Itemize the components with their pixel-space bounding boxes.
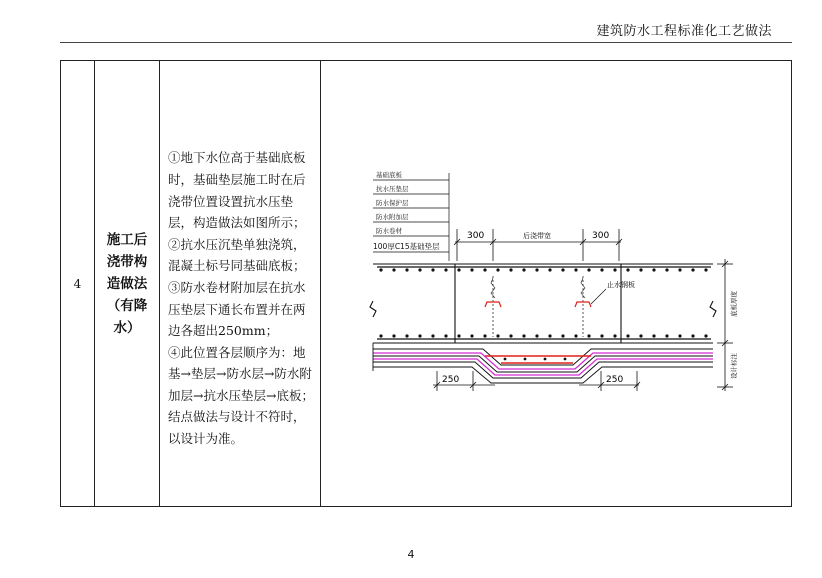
- rebar-dot: [444, 334, 447, 337]
- top-rebar: [377, 267, 711, 272]
- rebar-dot: [509, 268, 512, 271]
- rebar-dot: [431, 334, 434, 337]
- rebar-dot: [574, 334, 577, 337]
- rebar-dot: [613, 268, 616, 271]
- rebar-dot: [587, 334, 590, 337]
- dimension-pour-strip-width: 后浇带宽: [523, 232, 551, 240]
- rebar-dot: [522, 268, 525, 271]
- row-name-cell: [95, 61, 160, 507]
- rebar-dot: [665, 268, 668, 271]
- rebar-dot: [652, 334, 655, 337]
- rebar-dot: [405, 268, 408, 271]
- rebar-dot: [483, 334, 486, 337]
- rebar-dot: [639, 334, 642, 337]
- description-item: ②抗水压沉垫单独浇筑，混凝土标号同基础底板；: [168, 236, 306, 274]
- rebar-dot: [457, 334, 460, 337]
- rebar-dot: [535, 268, 538, 271]
- rebar-dot: [418, 268, 421, 271]
- layer-label: 基础底板: [376, 171, 402, 179]
- rebar-dot: [561, 268, 564, 271]
- rebar-dot: [418, 334, 421, 337]
- row-description-cell: [160, 61, 321, 507]
- rebar-dot: [379, 334, 382, 337]
- rebar-dot: [691, 334, 694, 337]
- rebar-dot: [509, 334, 512, 337]
- rebar-dot: [600, 334, 603, 337]
- page-number: 4: [407, 548, 415, 561]
- rebar-dot: [470, 334, 473, 337]
- rebar-dot: [405, 334, 408, 337]
- layer-label: 防水卷材: [376, 227, 402, 235]
- rebar-dot: [704, 334, 707, 337]
- description-item: ④此位置各层顺序为：地基→垫层→防水层→防水附加层→抗水压垫层→底板；: [168, 344, 314, 403]
- rebar-dot: [496, 268, 499, 271]
- dimension-250-left: 250: [442, 375, 460, 385]
- waterstop-plates: [485, 276, 591, 337]
- dimension-300-left: 300: [467, 231, 485, 241]
- anti-pressure-pad-rebar: [485, 356, 591, 363]
- description-item: ①地下水位高于基础底板时，基础垫层施工时在后浇带位置设置抗水压垫层，构造做法如图所示；: [168, 150, 306, 231]
- dimension-250-right: 250: [606, 375, 624, 385]
- rebar-dot: [678, 268, 681, 271]
- rebar-dot: [639, 268, 642, 271]
- rebar-dot: [522, 334, 525, 337]
- spec-table: [60, 60, 792, 507]
- layer-label: 防水保护层: [376, 199, 409, 207]
- slab-outline: [370, 264, 716, 343]
- rebar-dot: [561, 334, 564, 337]
- rebar-dot: [535, 334, 538, 337]
- rebar-dot: [613, 334, 616, 337]
- rebar-dot: [665, 334, 668, 337]
- rebar-dot: [379, 268, 382, 271]
- layer-label: 防水附加层: [376, 213, 409, 221]
- rebar-dot: [548, 334, 551, 337]
- rebar-dot: [587, 268, 590, 271]
- row-description: [160, 117, 320, 449]
- document-header-title: 建筑防水工程标准化工艺做法: [596, 24, 772, 39]
- rebar-dot: [691, 268, 694, 271]
- rebar-dot: [392, 334, 395, 337]
- construction-detail-drawing: [321, 61, 793, 506]
- rebar-dot: [431, 268, 434, 271]
- rebar-dot: [548, 268, 551, 271]
- layer-labels: [373, 170, 440, 251]
- table-row: [61, 61, 792, 507]
- design-label: 设计标注: [730, 353, 738, 379]
- rebar-dot: [626, 334, 629, 337]
- rebar-dot: [652, 268, 655, 271]
- layer-label: 抗水压垫层: [376, 185, 409, 193]
- rebar-dot: [392, 268, 395, 271]
- rebar-dot: [457, 268, 460, 271]
- figure-cell: [321, 61, 792, 507]
- rebar-dot: [483, 268, 486, 271]
- row-name: 施工后 浇带构 造做法 （有降 水）: [106, 231, 148, 336]
- rebar-dot: [704, 268, 707, 271]
- dimension-300-right: 300: [592, 231, 610, 241]
- description-item: ③防水卷材附加层在抗水压垫层下通长布置并在两边各超出250mm；: [168, 279, 306, 339]
- layer-label: 100厚C15基础垫层: [373, 242, 440, 251]
- row-number: 4: [61, 61, 95, 507]
- rebar-dot: [496, 334, 499, 337]
- rebar-dot: [574, 268, 577, 271]
- slab-thickness-label: 底板厚度: [730, 291, 738, 317]
- rebar-dot: [444, 268, 447, 271]
- description-item: 结点做法与设计不符时，以设计为准。: [168, 409, 306, 447]
- rebar-dot: [600, 268, 603, 271]
- bottom-rebar: [377, 334, 711, 339]
- stop-plate-label: 止水钢板: [607, 281, 635, 289]
- header-divider: [60, 42, 792, 43]
- rebar-dot: [678, 334, 681, 337]
- pad-rebar-dots: [504, 358, 567, 361]
- rebar-dot: [470, 268, 473, 271]
- rebar-dot: [626, 268, 629, 271]
- stop-plate-leader: [591, 289, 606, 304]
